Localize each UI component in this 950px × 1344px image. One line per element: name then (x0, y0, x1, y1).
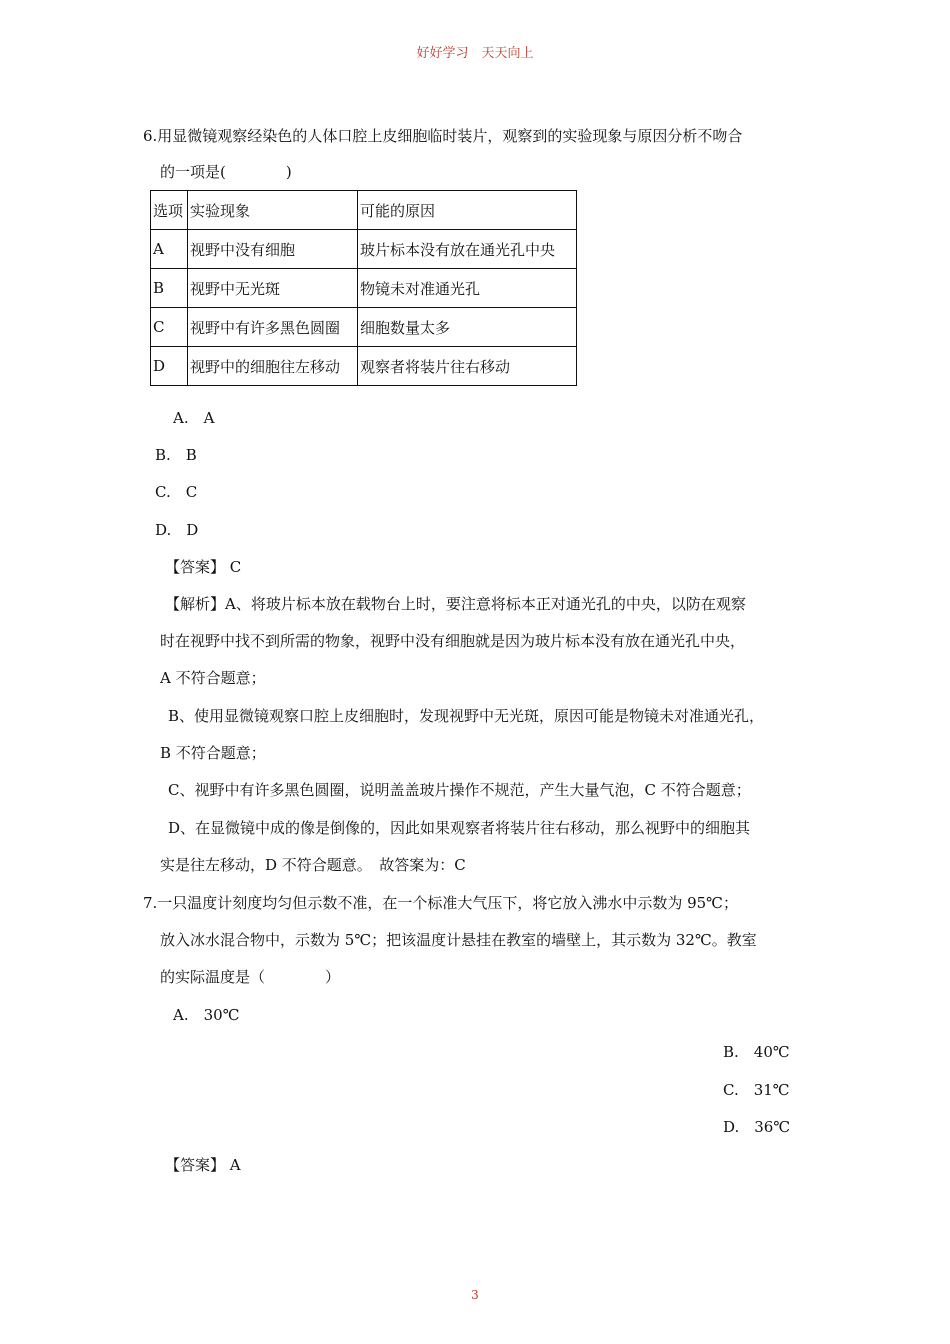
q6-analysis-line: 时在视野中找不到所需的物象，视野中没有细胞就是因为玻片标本没有放在通光孔中央， (160, 632, 746, 650)
page-number: 3 (471, 1288, 479, 1302)
q6-analysis-line: B、使用显微镜观察口腔上皮细胞时，发现视野中无光斑，原因可能是物镜未对准通光孔， (168, 707, 765, 725)
q7-stem-line: 放入冰水混合物中，示数为 5℃；把该温度计悬挂在教室的墙壁上，其示数为 32℃。教室 (160, 931, 757, 949)
q6-analysis-line: D、在显微镜中成的像是倒像的，因此如果观察者将装片往右移动，那么视野中的细胞其 (168, 819, 751, 837)
q7-stem-line: 7.一只温度计刻度均匀但示数不准，在一个标准大气压下，将它放入沸水中示数为 95℃； (143, 894, 738, 912)
q7-answer: 【答案】 A (165, 1156, 241, 1174)
table-cell: 观察者将装片往右移动 (358, 347, 577, 386)
table-row (151, 347, 577, 386)
q6-analysis-line: A 不符合题意； (160, 669, 266, 687)
q6-option-a: A. A (173, 409, 215, 427)
q7-option-a: A. 30℃ (173, 1006, 240, 1024)
page-header: 好好学习 天天向上 (416, 46, 534, 61)
table-header-cell: 选项 (151, 191, 188, 230)
q7-option-d: D. 36℃ (723, 1118, 791, 1136)
q7-stem-line: 的实际温度是（ ） (160, 968, 341, 986)
q6-option-d: D. D (155, 521, 199, 539)
table-cell: 视野中无光斑 (188, 269, 358, 308)
table-row (151, 230, 577, 269)
table-row (151, 269, 577, 308)
q6-option-c: C. C (155, 483, 198, 501)
table-cell: 物镜未对准通光孔 (358, 269, 577, 308)
q6-analysis-line: B 不符合题意； (160, 744, 266, 762)
table-header-cell: 实验现象 (188, 191, 358, 230)
q6-option-b: B. B (155, 446, 197, 464)
q6-answer: 【答案】 C (165, 558, 242, 576)
table-cell: B (151, 269, 188, 308)
table-cell: A (151, 230, 188, 269)
q6-analysis-line: 实是往左移动，D 不符合题意。 故答案为：C (160, 856, 466, 874)
table-header-row (151, 191, 577, 230)
table-cell: C (151, 308, 188, 347)
table-cell: D (151, 347, 188, 386)
table-cell: 视野中有许多黑色圆圈 (188, 308, 358, 347)
q7-option-c: C. 31℃ (723, 1081, 790, 1099)
q6-stem-line-2: 的一项是( ) (160, 163, 292, 181)
q6-analysis-line: 【解析】A、将玻片标本放在载物台上时，要注意将标本正对通光孔的中央，以防在观察 (165, 595, 746, 613)
table-row (151, 308, 577, 347)
table-header-cell: 可能的原因 (358, 191, 577, 230)
table-cell: 视野中的细胞往左移动 (188, 347, 358, 386)
table-cell: 视野中没有细胞 (188, 230, 358, 269)
table-cell: 细胞数量太多 (358, 308, 577, 347)
q6-stem-line-1: 6.用显微镜观察经染色的人体口腔上皮细胞临时装片，观察到的实验现象与原因分析不吻合 (143, 127, 743, 145)
q6-analysis-line: C、视野中有许多黑色圆圈，说明盖盖玻片操作不规范，产生大量气泡，C 不符合题意； (168, 781, 751, 799)
table-cell: 玻片标本没有放在通光孔中央 (358, 230, 577, 269)
q6-table (150, 190, 577, 386)
q7-option-b: B. 40℃ (723, 1043, 790, 1061)
